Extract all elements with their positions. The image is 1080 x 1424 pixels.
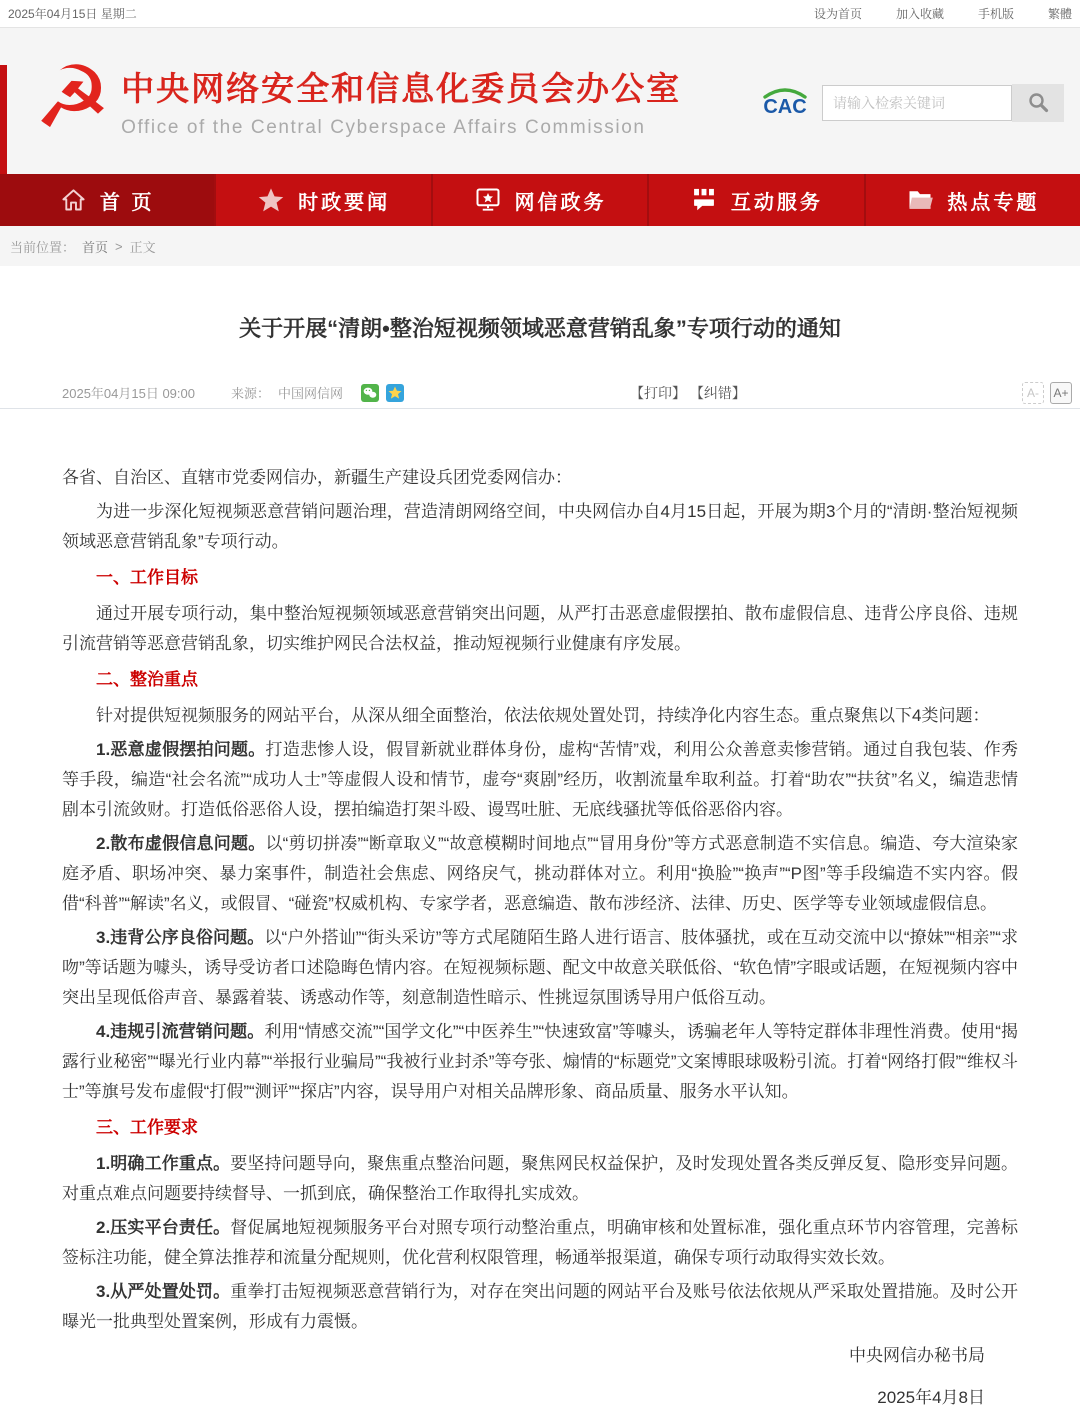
publish-datetime: 2025年04月15日 09:00 [62,386,195,401]
search-input[interactable] [822,85,1012,121]
nav-item-label: 热点专题 [947,191,1040,214]
article-paragraph: 针对提供短视频服务的网站平台，从深从细全面整治，依法依规处置处罚，持续净化内容生态。重点聚焦以下4类问题： [96,706,990,725]
current-date: 2025年04月15日 星期二 [8,7,137,21]
paragraph-lead: 2.压实平台责任。 [96,1218,231,1237]
article-paragraph: 3.违背公序良俗问题。以“户外搭讪”“街头采访”等方式尾随陌生路人进行语言、肢体骚扰，或在互动交流中以“撩妹”“相亲”“求吻”等话题为噱头，诱导受访者口述隐晦色情内容。在短视频标题、配文中故意关联低俗、“软色情”字眼或话题，在短视频内容中突出呈现低俗声音、暴露着装、诱惑动作等，刻意制造性暗示、性挑逗氛围诱导用户低俗互动。 [62,928,1018,1007]
section-heading: 一、工作目标 [96,568,198,587]
qzone-share-icon[interactable] [386,384,404,402]
nav-item-2[interactable] [433,174,649,226]
breadcrumb [0,226,1080,266]
paragraph-lead: 1.明确工作重点。 [96,1154,231,1173]
breadcrumb-label: 当前位置： [10,239,76,255]
left-red-stripe [0,65,7,174]
article-body [0,409,1080,1413]
paragraph-lead: 4.违规引流营销问题。 [96,1022,265,1041]
article-title: 关于开展“清朗•整治短视频领域恶意营销乱象”专项行动的通知 [239,316,841,341]
nav-item-0[interactable] [0,174,216,226]
nav-item-1[interactable] [216,174,432,226]
article-paragraph: 3.从严处置处罚。重拳打击短视频恶意营销行为，对存在突出问题的网站平台及账号依法依规从严采取处置措施。及时公开曝光一批典型处置案例，形成有力震慑。 [62,1282,1019,1331]
cac-logo [756,82,814,125]
source-label: 来源： [230,386,270,401]
topbar-link-2[interactable]: 手机版 [977,7,1014,21]
nav-item-label: 互动服务 [730,191,823,214]
home-icon [60,187,87,214]
signature-author: 中央网信办秘书局 [849,1346,985,1365]
article-paragraph: 1.明确工作重点。要坚持问题导向，聚焦重点整治问题，聚焦网民权益保护，及时发现处置各类反弹反复、隐形变异问题。对重点难点问题要持续督导、一抓到底，确保整治工作取得扎实成效。 [62,1154,1019,1203]
top-utility-bar [0,0,1080,28]
nav-item-label: 网信政务 [514,191,607,214]
wechat-share-icon[interactable] [361,384,379,402]
nav-item-3[interactable] [649,174,865,226]
search-area [756,84,1064,122]
font-smaller-button[interactable]: A- [1022,382,1044,404]
signature-date: 2025年4月8日 [877,1388,985,1407]
topbar-links [780,5,1072,22]
article-paragraph: 2.散布虚假信息问题。以“剪切拼凑”“断章取义”“故意模糊时间地点”“冒用身份”等方式恶意制造不实信息。编造、夸大渲染家庭矛盾、职场冲突、暴力案事件，制造社会焦虑、网络戾气，挑动群体对立。利用“换脸”“换声”“P图”等手段编造不实内容。假借“科普”“解读”名义，或假冒、“碰瓷”权威机构、专家学者，恶意编造、散布涉经济、法律、历史、医学等专业领域虚假信息。 [62,834,1018,913]
star-icon [257,186,285,214]
article-paragraph: 通过开展专项行动，集中整治短视频领域恶意营销突出问题，从严打击恶意虚假摆拍、散布虚假信息、违背公序良俗、违规引流营销等恶意营销乱象，切实维护网民合法权益，推动短视频行业健康有序发展。 [62,604,1018,653]
font-size-controls [1022,382,1072,404]
source-value: 中国网信网 [278,386,344,401]
section-heading: 二、整治重点 [96,670,198,689]
article-paragraph: 为进一步深化短视频恶意营销问题治理，营造清朗网络空间，中央网信办自4月15日起，开展为期3个月的“清朗·整治短视频领域恶意营销乱象”专项行动。 [62,502,1018,551]
article-paragraph: 2.压实平台责任。督促属地短视频服务平台对照专项行动整治重点，明确审核和处置标准，强化重点环节内容管理，完善标签标注功能，健全算法推荐和流量分配规则，优化营利权限管理，畅通举报渠道，确保专项行动取得实效长效。 [62,1218,1019,1267]
paragraph-lead: 3.违背公序良俗问题。 [96,928,265,947]
nav-item-label: 首 页 [99,191,155,214]
article-paragraph: 4.违规引流营销问题。利用“情感交流”“国学文化”“中医养生”“快速致富”等噱头，诱骗老年人等特定群体非理性消费。使用“揭露行业秘密”“曝光行业内幕”“举报行业骗局”“我被行业封杀”等夸张、煽情的“标题党”文案博眼球吸粉引流。打着“网络打假”“维权斗士”等旗号发布虚假“打假”“测评”“探店”内容，误导用户对相关品牌形象、商品质量、服务水平认知。 [62,1022,1018,1101]
site-header [0,28,1080,174]
main-nav [0,174,1080,226]
chat-icon [690,186,718,214]
print-button[interactable]: 【打印】 [630,384,686,401]
site-subtitle: Office of the Central Cyberspace Affairs Commission [121,117,646,138]
search-icon [1026,90,1050,117]
breadcrumb-home-link[interactable]: 首页 [82,239,109,255]
search-button[interactable] [1012,84,1064,122]
topbar-link-3[interactable]: 繁體 [1047,7,1072,21]
site-title-block [121,63,681,139]
paragraph-lead: 2.散布虚假信息问题。 [96,834,266,853]
article-paragraph: 各省、自治区、直辖市党委网信办，新疆生产建设兵团党委网信办： [62,468,572,487]
party-emblem-icon: ☭ [34,48,112,148]
paragraph-lead: 1.恶意虚假摆拍问题。 [96,740,266,759]
section-heading: 三、工作要求 [96,1118,198,1137]
breadcrumb-current: 正文 [129,239,156,255]
article-meta-row [0,377,1080,409]
article-paragraph: 1.恶意虚假摆拍问题。打造悲惨人设，假冒新就业群体身份，虚构“苦情”戏，利用公众善意卖惨营销。通过自我包装、作秀等手段，编造“社会名流”“成功人士”等虚假人设和情节，虚夸“爽剧”经历，收割流量牟取利益。打着“助农”“扶贫”名义，编造悲情剧本引流敛财。打造低俗恶俗人设，摆拍编造打架斗殴、谩骂吐脏、无底线骚扰等低俗恶俗内容。 [62,740,1018,819]
nav-item-4[interactable] [866,174,1080,226]
svg-text:CAC: CAC [763,95,807,118]
site-title: 中央网络安全和信息化委员会办公室 [121,70,682,107]
topbar-link-0[interactable]: 设为首页 [813,7,862,21]
error-report-button[interactable]: 【纠错】 [689,384,746,401]
monitor-icon [474,186,502,214]
breadcrumb-separator: > [115,238,123,254]
article [0,266,1080,1413]
font-larger-button[interactable]: A+ [1050,382,1072,404]
article-actions [630,383,746,403]
nav-item-label: 时政要闻 [298,191,391,214]
topbar-link-1[interactable]: 加入收藏 [895,7,944,21]
folder-icon [906,186,934,214]
paragraph-lead: 3.从严处置处罚。 [96,1282,231,1301]
